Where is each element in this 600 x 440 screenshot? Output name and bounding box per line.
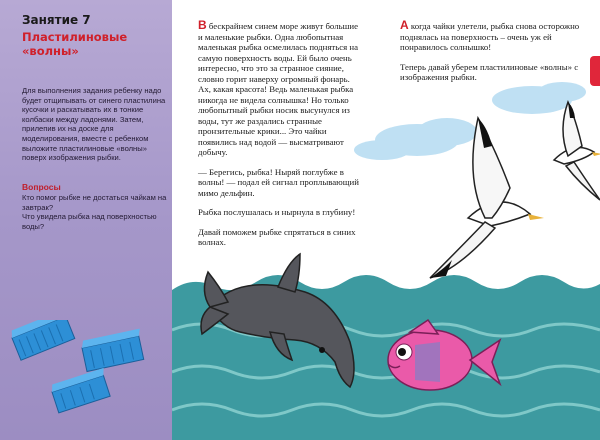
plasticine-block xyxy=(50,368,113,413)
question-item: Что увидела рыбка над поверхностью воды? xyxy=(22,212,157,231)
questions-list xyxy=(22,193,170,231)
story-paragraph: Давай поможем рыбке спрятаться в синих волнах. xyxy=(198,226,356,247)
cloud xyxy=(354,82,586,160)
plasticine-block xyxy=(9,320,77,360)
instructions-text: Для выполнения задания ребенку надо будет отщипывать от синего пластилина кусочки и раскатывать их в тонкие колбаски между ладонями. Затем, прилепив их на доске для моделирования, вместе с ребенком выложите пластилиновые «волны» поверх изображения рыбки. xyxy=(22,86,166,163)
story-paragraph: — Берегись, рыбка! Ныряй поглубже в волны! — подал ей сигнал проплывающий мимо дельфин. xyxy=(198,166,359,198)
story-paragraph: В бескрайнем синем море живут большие и маленькие рыбки. Одна любопытная маленькая рыбка осмелилась подняться на самую поверхность воды. Ей было очень интересно, что это за странное сияние, словно горит наверху огромный фонарь. Ах, какая красота! Ведь маленькая рыбка никогда не видела солнышка! Но только любопытный рыбки носик высунулся из воды, тут же раздались странные пронзительные крики... Это чайки появились над водой — высматривают добычу. xyxy=(198,18,359,157)
seagull xyxy=(554,102,600,200)
question-item: Кто помог рыбке не достаться чайкам на завтрак? xyxy=(22,193,167,212)
plasticine-blocks-illustration xyxy=(0,320,172,440)
lesson-subtitle: Пластилиновые «волны» xyxy=(22,30,128,58)
story-paragraph: Рыбка послушалась и нырнула в глубину! xyxy=(198,207,356,217)
story-column-right xyxy=(400,20,580,92)
drop-cap: В xyxy=(198,18,207,32)
story-paragraph: А когда чайки улетели, рыбка снова осторожно поднялась на поверхность – очень уж ей понравилось солнышко! xyxy=(400,18,580,52)
plasticine-block xyxy=(81,329,147,372)
story-paragraph: Теперь давай уберем пластилиновые «волны» с изображения рыбки. xyxy=(400,61,579,82)
questions-title: Вопросы xyxy=(22,182,61,192)
instruction-sidebar xyxy=(0,0,172,440)
story-column-left xyxy=(198,20,363,257)
page-tab-marker xyxy=(590,56,600,86)
drop-cap: А xyxy=(400,18,409,32)
lesson-title: Занятие 7 xyxy=(22,13,91,27)
